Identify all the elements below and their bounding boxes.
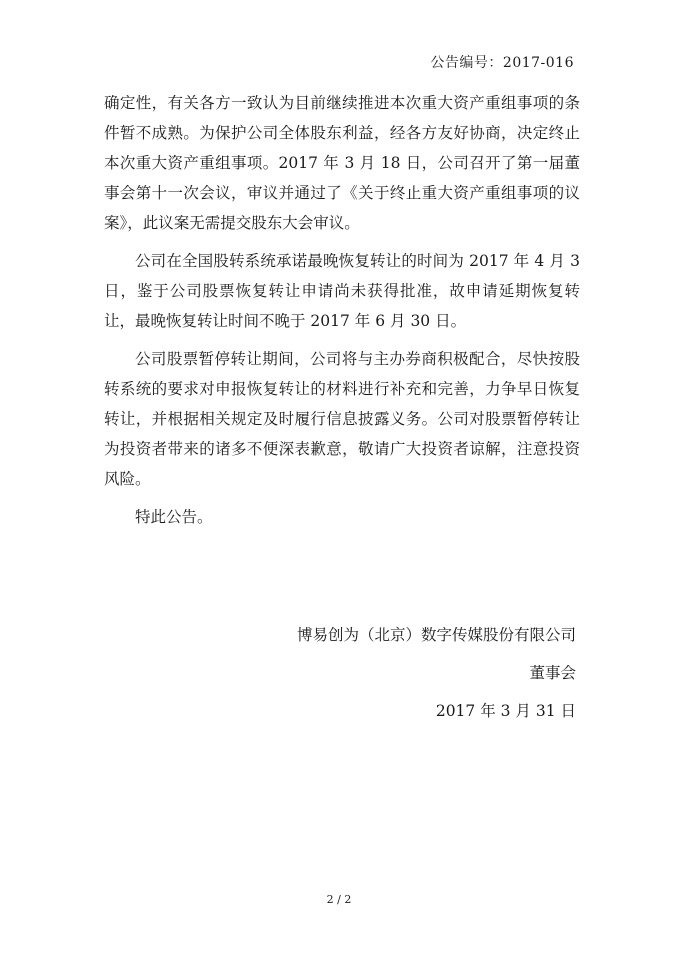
paragraph-resumption-deadline: 公司在全国股转系统承诺最晚恢复转让的时间为 2017 年 4 月 3 日，鉴于公司股票恢复转让申请尚未获得批准，故申请延期恢复转让，最晚恢复转让时间不晚于 2017 年 6 月 30 日。 — [104, 252, 580, 330]
paragraph-continued: 确定性，有关各方一致认为目前继续推进本次重大资产重组事项的条件暂不成熟。为保护公司全体股东利益，经各方友好协商，决定终止本次重大资产重组事项。2017 年 3 月 18 日，公司召开了第一届董事会第十一次会议，审议并通过了《关于终止重大资产重组事项的议案》，此议案无需提交股东大会审议。 — [104, 94, 580, 232]
signature-block — [297, 620, 576, 734]
signature-date: 2017 年 3 月 31 日 — [435, 702, 576, 720]
paragraph-closing: 特此公告。 — [135, 508, 213, 526]
page-number: 2 / 2 — [326, 893, 352, 906]
company-name: 博易创为（北京）数字传媒股份有限公司 — [296, 626, 576, 644]
paragraph-suspension-period: 公司股票暂停转让期间，公司将与主办券商积极配合，尽快按股转系统的要求对申报恢复转让的材料进行补充和完善，力争早日恢复转让，并根据相关规定及时履行信息披露义务。公司对股票暂停转让为投资者带来的诸多不便深表歉意，敬请广大投资者谅解，注意投资风险。 — [104, 350, 580, 488]
announcement-number: 公告编号：2017-016 — [430, 55, 574, 71]
board-name: 董事会 — [529, 664, 576, 682]
announcement-body — [104, 88, 580, 540]
